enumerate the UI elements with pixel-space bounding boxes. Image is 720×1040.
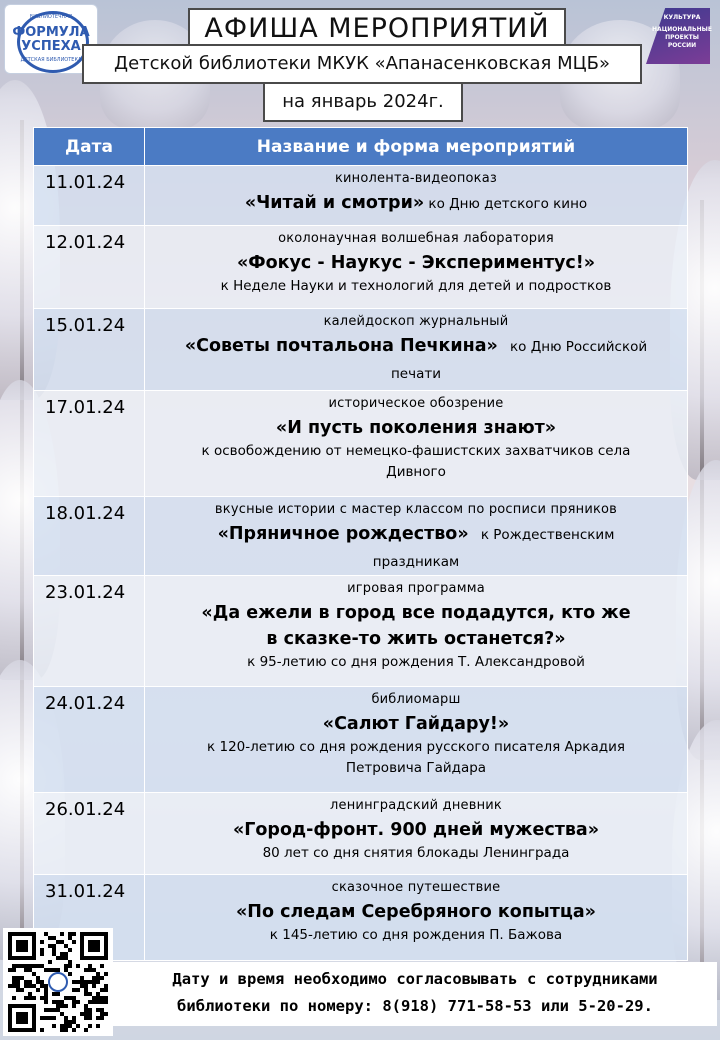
event-dedication: ко Дню Российской печати [390,339,648,382]
events-table [33,127,688,961]
table-row [34,226,688,309]
event-dedication: к освобождению от немецко-фашистских захватчиков села Дивного [201,443,631,480]
event-date: 15.01.24 [34,309,145,391]
table-row [34,166,688,226]
qr-code[interactable] [3,928,113,1036]
table-row [34,309,688,391]
event-title: «Город-фронт. 900 дней мужества» [232,820,600,840]
event-form: вкусные истории с мастер классом по росписи пряников [214,502,618,517]
event-info [145,226,688,309]
event-form: околонаучная волшебная лаборатория [278,231,554,246]
event-info [145,166,688,226]
event-title: «Советы почтальона Печкина» [184,336,498,356]
event-form: историческое обозрение [328,396,504,411]
event-dedication: к Рождественским праздникам [372,527,615,570]
event-title: «И пусть поколения знают» [275,418,557,438]
event-title: «По следам Серебряного копытца» [236,902,596,922]
event-date: 18.01.24 [34,497,145,576]
event-title: «Фокус - Наукус - Экспериментус!» [236,253,596,273]
event-date: 23.01.24 [34,576,145,687]
event-column-header: Название и форма мероприятий [145,128,688,166]
event-title: «Да ежели в город все подадутся, кто же [201,603,631,623]
event-dedication: к 120-летию со дня рождения русского писателя Аркадия Петровича Гайдара [207,739,625,776]
event-info [145,875,688,961]
qr-code-image [3,928,113,1036]
event-date: 11.01.24 [34,166,145,226]
table-row [34,391,688,497]
contact-note [113,962,717,1026]
event-info [145,793,688,875]
event-dedication: 80 лет со дня снятия блокады Ленинграда [262,845,570,861]
event-title: в сказке-то жить останется?» [266,629,566,649]
event-dedication: к 95-летию со дня рождения Т. Александровой [247,654,585,670]
event-info [145,576,688,687]
event-date: 24.01.24 [34,687,145,793]
table-row [34,875,688,961]
event-date: 17.01.24 [34,391,145,497]
event-info [145,391,688,497]
event-form: кинолента-видеопоказ [334,171,498,186]
event-dedication: к Неделе Науки и технологий для детей и подростков [220,278,612,294]
event-title: «Читай и смотри» [244,193,425,213]
formula-uspekha-logo: БИБЛИОТЕЧНАЯ ФОРМУЛА УСПЕХА ДЕТСКАЯ БИБЛИОТЕКА [4,4,98,74]
library-subtitle: Детской библиотеки МКУК «Апанасенковская МЦБ» [82,44,642,84]
event-form: ленинградский дневник [330,798,502,813]
event-info [145,497,688,576]
event-date: 12.01.24 [34,226,145,309]
table-header-row [34,128,688,166]
table-row [34,687,688,793]
page-title: АФИША МЕРОПРИЯТИЙ [188,8,566,50]
event-info [145,309,688,391]
event-date: 31.01.24 [34,875,145,961]
table-row [34,793,688,875]
event-form: игровая программа [347,581,485,596]
event-form: сказочное путешествие [331,880,501,895]
national-projects-logo: КУЛЬТУРА НАЦИОНАЛЬНЫЕ ПРОЕКТЫ РОССИИ [640,4,714,66]
table-row [34,576,688,687]
contact-note-line: Дату и время необходимо согласовывать с сотрудниками [172,970,658,988]
date-column-header: Дата [34,128,145,166]
event-title: «Пряничное рождество» [217,524,469,544]
event-title: «Салют Гайдару!» [322,714,510,734]
event-date: 26.01.24 [34,793,145,875]
event-dedication: к 145-летию со дня рождения П. Бажова [269,927,563,943]
event-form: калейдоскоп журнальный [323,314,509,329]
event-info [145,687,688,793]
contact-note-line: библиотеки по номеру: 8(918) 771-58-53 или 5-20-29. [177,997,653,1015]
event-form: библиомарш [371,692,461,707]
period-label: на январь 2024г. [263,82,463,122]
table-row [34,497,688,576]
event-dedication: ко Дню детского кино [424,196,588,212]
